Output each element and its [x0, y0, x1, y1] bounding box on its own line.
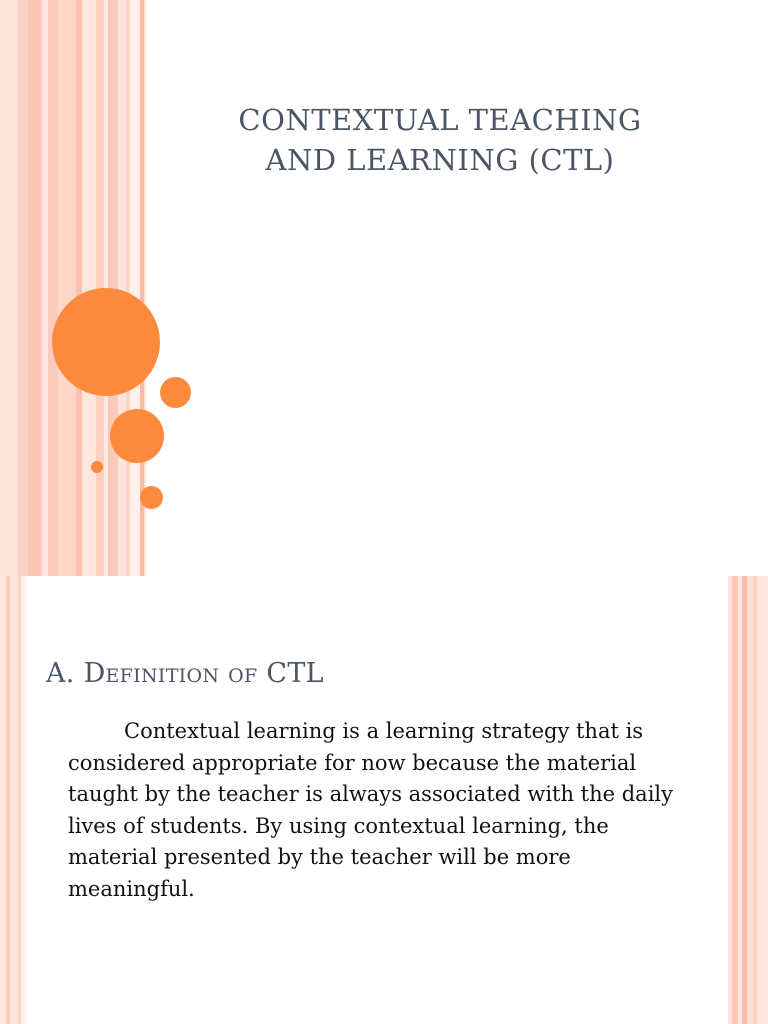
- decorative-circle-tiny: [91, 461, 103, 473]
- decorative-circle-small: [140, 486, 163, 509]
- section-heading: A. Definition of CTL: [46, 658, 324, 689]
- decorative-stripes-left: [0, 576, 30, 1024]
- definition-paragraph: Contextual learning is a learning strategy that is considered appropriate for now because the material taught by the teacher is always associated with the daily lives of students. By using contextual learning, the material presented by the teacher will be more meaningful.: [68, 719, 674, 901]
- slide-title: CONTEXTUAL TEACHING AND LEARNING (CTL): [238, 103, 642, 177]
- decorative-stripes-right: [728, 576, 768, 1024]
- content-slide: [0, 576, 768, 1024]
- decorative-circle-large: [52, 288, 160, 396]
- decorative-circle-small: [160, 377, 191, 408]
- decorative-circle-medium: [110, 409, 164, 463]
- decorative-stripes-left: [0, 0, 150, 576]
